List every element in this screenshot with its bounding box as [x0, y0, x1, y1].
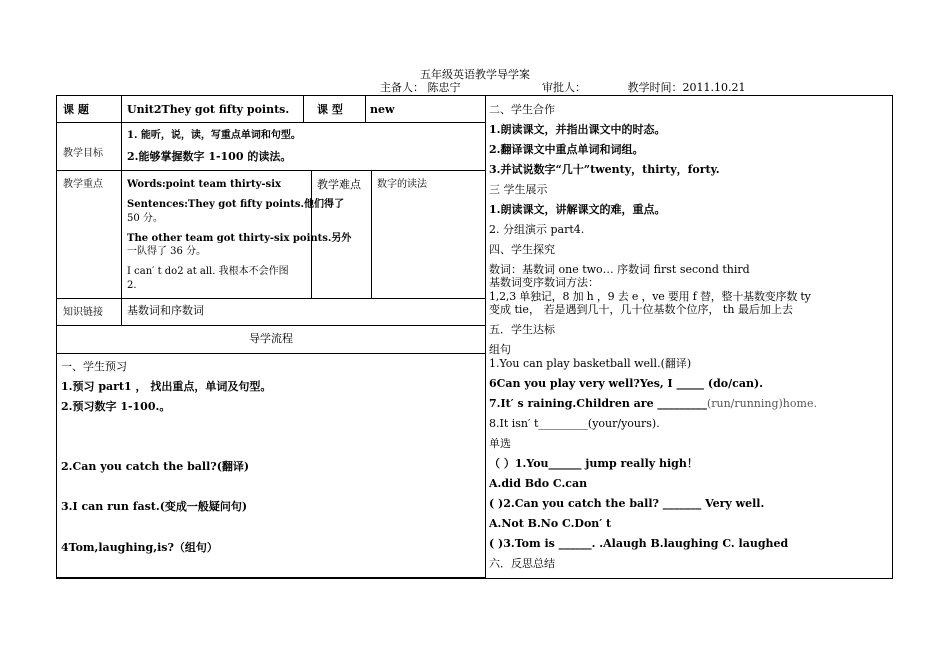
goal-2: 2.能够掌握数字 1-100 的读法。 — [127, 150, 292, 163]
right-line: 二、学生合作 — [489, 103, 555, 116]
row-divider — [57, 298, 485, 299]
approver: 审批人： — [542, 81, 586, 94]
preparer: 主备人： 陈忠宁 — [380, 81, 461, 94]
row-divider — [57, 170, 485, 171]
row-divider — [57, 577, 485, 578]
center-divider — [485, 96, 486, 578]
divider-a — [303, 96, 304, 123]
right-line: ( )2.Can you catch the ball? _______ Very well. — [489, 497, 765, 510]
divider-d — [371, 170, 372, 299]
left-line: 一、学生预习 — [61, 360, 127, 373]
teach-time: 教学时间：2011.10.21 — [627, 81, 746, 94]
focus-label: 教学重点 — [63, 179, 103, 190]
right-line: 1.朗读课文，讲解课文的难，重点。 — [489, 203, 666, 216]
type-value: new — [370, 103, 395, 116]
right-line: 六．反思总结 — [489, 557, 555, 570]
row-divider — [57, 325, 485, 326]
right-line: 变成 tie， 若是遇到几十，几十位基数个位序， th 最后加上去 — [489, 303, 793, 316]
row-divider — [57, 353, 485, 354]
label-column-divider — [121, 96, 122, 326]
left-line: 3.I can run fast.(变成一般疑问句) — [61, 500, 248, 513]
focus-sentence-1b: 50 分。 — [127, 213, 163, 224]
left-line: 2.Can you catch the ball?(翻译) — [61, 460, 250, 473]
right-line: 7.It′ s raining.Children are _________(run/running)home. — [489, 397, 817, 410]
document-title: 五年级英语教学导学案 — [420, 68, 530, 81]
type-label: 课 型 — [317, 103, 343, 116]
right-line: 组句 — [489, 343, 511, 356]
right-line: A.did Bdo C.can — [489, 477, 588, 490]
right-line: A.Not B.No C.Don′ t — [489, 517, 612, 530]
right-line: 基数词变序数词方法： — [489, 276, 599, 289]
right-line: 1.朗读课文，并指出课文中的时态。 — [489, 123, 666, 136]
right-line: 单选 — [489, 437, 511, 450]
left-line: 4Tom,laughing,is?（组句） — [61, 541, 218, 554]
focus-sentence-3b: 2. — [127, 280, 137, 291]
flow-label: 导学流程 — [249, 332, 293, 345]
divider-b — [365, 96, 366, 123]
right-line: 数词：基数词 one two… 序数词 first second third — [489, 263, 750, 276]
right-line: 3.并试说数字“几十”twenty，thirty，forty. — [489, 163, 720, 176]
right-line: 四、学生探究 — [489, 243, 555, 256]
right-line: ( )3.Tom is ______. .Alaugh B.laughing C. laughed — [489, 537, 789, 550]
focus-sentence-3: I can′ t do2 at all. 我根本不会作图 — [127, 266, 289, 277]
right-line: 2. 分组演示 part4. — [489, 223, 585, 236]
right-line: 2.翻译课文中重点单词和词组。 — [489, 143, 644, 156]
row-divider — [57, 122, 485, 123]
left-line: 2.预习数字 1-100.。 — [61, 400, 171, 413]
right-line: 五．学生达标 — [489, 323, 555, 336]
focus-words: Words:point team thirty-six — [127, 179, 281, 190]
right-line: 8.It isn′ t_________(your/yours). — [489, 417, 660, 430]
link-label: 知识链接 — [63, 307, 103, 318]
right-line: 三 学生展示 — [489, 183, 548, 196]
topic-label: 课 题 — [63, 103, 89, 116]
right-line: 6Can you play very well?Yes, I _____ (do/can). — [489, 377, 763, 390]
link-value: 基数词和序数词 — [127, 304, 204, 317]
left-line: 1.预习 part1 ， 找出重点，单词及句型。 — [61, 380, 272, 393]
goal-1: 1. 能听，说，读，写重点单词和句型。 — [127, 130, 301, 141]
right-line: （ ）1.You______ jump really high！ — [489, 457, 698, 470]
focus-sentence-2b: 一队得了 36 分。 — [127, 246, 207, 257]
right-line: 1.You can play basketball well.(翻译) — [489, 357, 692, 370]
focus-sentence-2: The other team got thirty-six points.另外 — [127, 233, 352, 244]
document-meta — [380, 81, 763, 94]
difficult-label: 教学难点 — [317, 178, 361, 191]
topic-value: Unit2They got fifty points. — [127, 103, 290, 116]
lesson-plan-table — [56, 95, 893, 579]
right-line: 1,2,3 单独记，8 加 h ，9 去 e ，ve 要用 f 替，整十基数变序数 ty — [489, 290, 811, 303]
focus-sentence-1: Sentences:They got fifty points.他们得了 — [127, 199, 344, 210]
goal-label: 教学目标 — [63, 148, 103, 159]
difficult-value: 数字的读法 — [377, 179, 427, 190]
